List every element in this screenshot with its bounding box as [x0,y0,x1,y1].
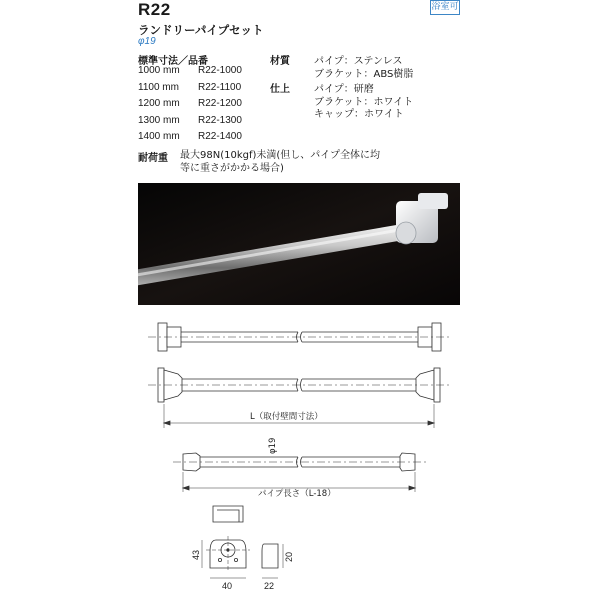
pipe-diameter-dim: φ19 [268,437,278,454]
size-value: 1000 mm [138,65,180,76]
size-row [138,65,242,82]
load-text: 最大98N(10kgf)未満(但し、パイプ全体に均等に重さがかかる場合) [180,150,380,174]
product-title: ランドリーパイプセット [138,23,264,37]
product-code: R22-1000 [198,65,242,76]
product-code: R22-1300 [198,114,242,126]
availability-badge: 浴室可 [430,0,460,15]
finish-line: パイプ：研磨 [314,84,374,95]
size-row [138,82,242,99]
bracket-depth-dim: 22 [264,581,275,591]
material-line: パイプ：ステンレス [314,56,403,67]
bracket-height-dim: 43 [191,549,201,560]
product-photo [138,183,460,305]
size-value: 1200 mm [138,98,180,109]
size-row [138,98,242,115]
product-code: R22-1400 [198,131,242,142]
load-label: 耐荷重 [138,153,168,164]
size-value: 1400 mm [138,131,180,142]
product-code: R22-1100 [198,81,242,93]
size-value: 1100 mm [138,81,179,93]
finish-line: ブラケット：ホワイト [314,96,414,108]
model-number: R22 [138,0,171,19]
bracket-side-view [262,544,283,578]
material-line: ブラケット：ABS樹脂 [314,68,414,80]
finish-label: 仕上 [270,84,290,95]
standard-sizes-header: 標準寸法／品番 [138,56,208,67]
bracket-top-view [213,506,243,522]
technical-drawing [138,312,460,600]
bracket-front-view [202,536,250,578]
bracket-inner-dim: 20 [284,551,294,562]
pipe-diameter: φ19 [138,36,156,47]
pipe-view [173,453,426,492]
size-row [138,115,242,132]
material-label: 材質 [270,56,290,67]
pipe-length-label: パイプ長さ（L-18） [258,489,336,499]
size-list [138,65,242,148]
size-row [138,131,242,148]
finish-line: キャップ：ホワイト [314,109,404,120]
size-value: 1300 mm [138,114,180,126]
front-view [148,323,450,351]
bracket-width-dim: 40 [222,581,233,591]
overall-length-label: L（取付壁間寸法） [250,412,323,422]
product-code: R22-1200 [198,98,242,109]
